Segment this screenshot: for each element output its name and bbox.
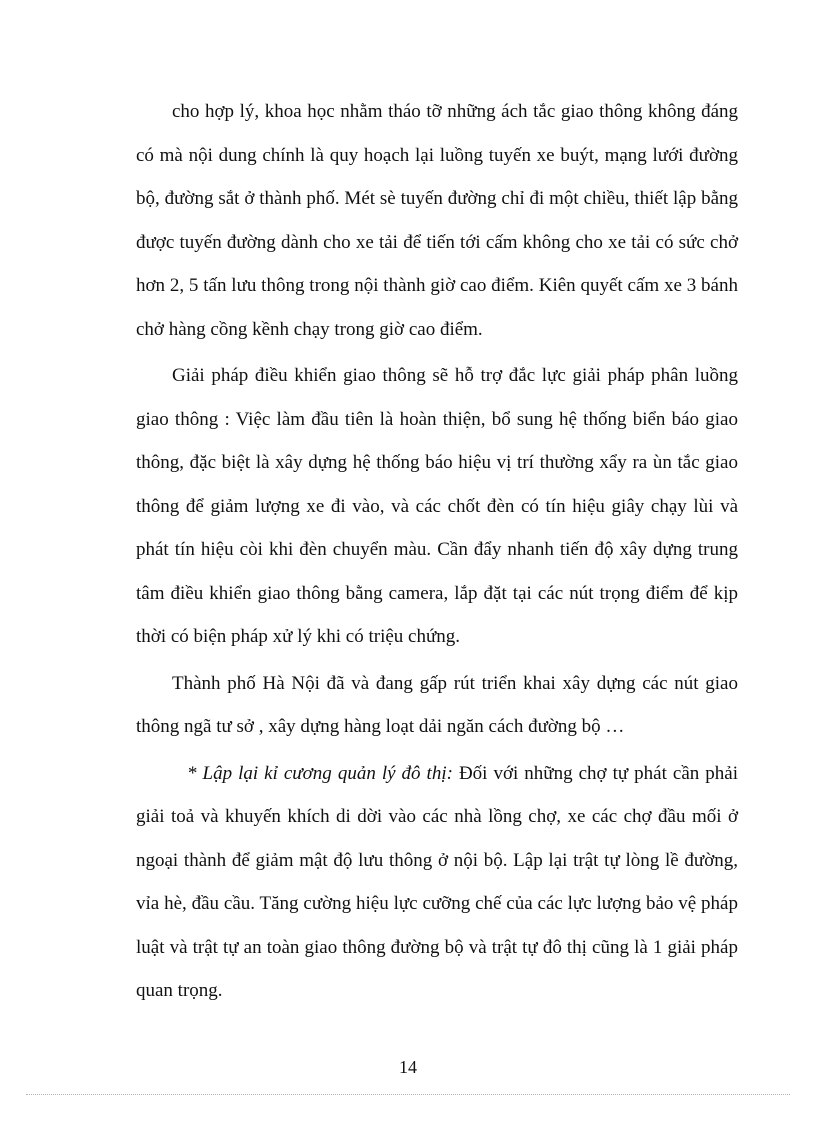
page-number: 14 (399, 1057, 417, 1077)
urban-order-heading: * Lập lại kỉ cương quản lý đô thị: (187, 762, 453, 784)
body-text (136, 90, 738, 1013)
urban-order-text: Đối với những chợ tự phát cần phải giải toả và khuyến khích di dời vào các nhà lồng chợ, xe các chợ đầu mối ở ngoại thành để giảm mật độ lưu thông ở nội bộ. Lập lại trật tự lòng lề đường, vỉa hè, đầu cầu. Tăng cường hiệu lực cưỡng chế của các lực lượng bảo vệ pháp luật và trật tự an toàn giao thông đường bộ và trật tự đô thị cũng là 1 giải pháp quan trọng. (136, 762, 738, 1001)
paragraph-traffic-control: Giải pháp điều khiển giao thông sẽ hỗ trợ đắc lực giải pháp phân luồng giao thông : Việc làm đầu tiên là hoàn thiện, bổ sung hệ thống biển báo giao thông, đặc biệt là xây dựng hệ thống báo hiệu vị trí thường xẩy ra ùn tắc giao thông để giảm lượng xe đi vào, và các chốt đèn có tín hiệu giây chạy lùi và phát tín hiệu còi khi đèn chuyển màu. Cần đẩy nhanh tiến độ xây dựng trung tâm điều khiển giao thông bằng camera, lắp đặt tại các nút trọng điểm để kịp thời có biện pháp xử lý khi có triệu chứng. (136, 365, 738, 647)
paragraph-hanoi-intersections: Thành phố Hà Nội đã và đang gấp rút triển khai xây dựng các nút giao thông ngã tư sở , xây dựng hàng loạt dải ngăn cách đường bộ … (136, 672, 738, 737)
page-bottom-divider (26, 1094, 790, 1095)
paragraph-traffic-routing: cho hợp lý, khoa học nhằm tháo tỡ những ách tắc giao thông không đáng có mà nội dung chính là quy hoạch lại luồng tuyến xe buýt, mạng lưới đường bộ, đường sắt ở thành phố. Mét sè tuyến đường chỉ đi một chiều, thiết lập bằng được tuyến đường dành cho xe tải để tiến tới cấm không cho xe tải có sức chở hơn 2, 5 tấn lưu thông trong nội thành giờ cao điểm. Kiên quyết cấm xe 3 bánh chở hàng cồng kềnh chạy trong giờ cao điểm. (136, 101, 738, 340)
paragraph-urban-order (136, 752, 738, 1013)
